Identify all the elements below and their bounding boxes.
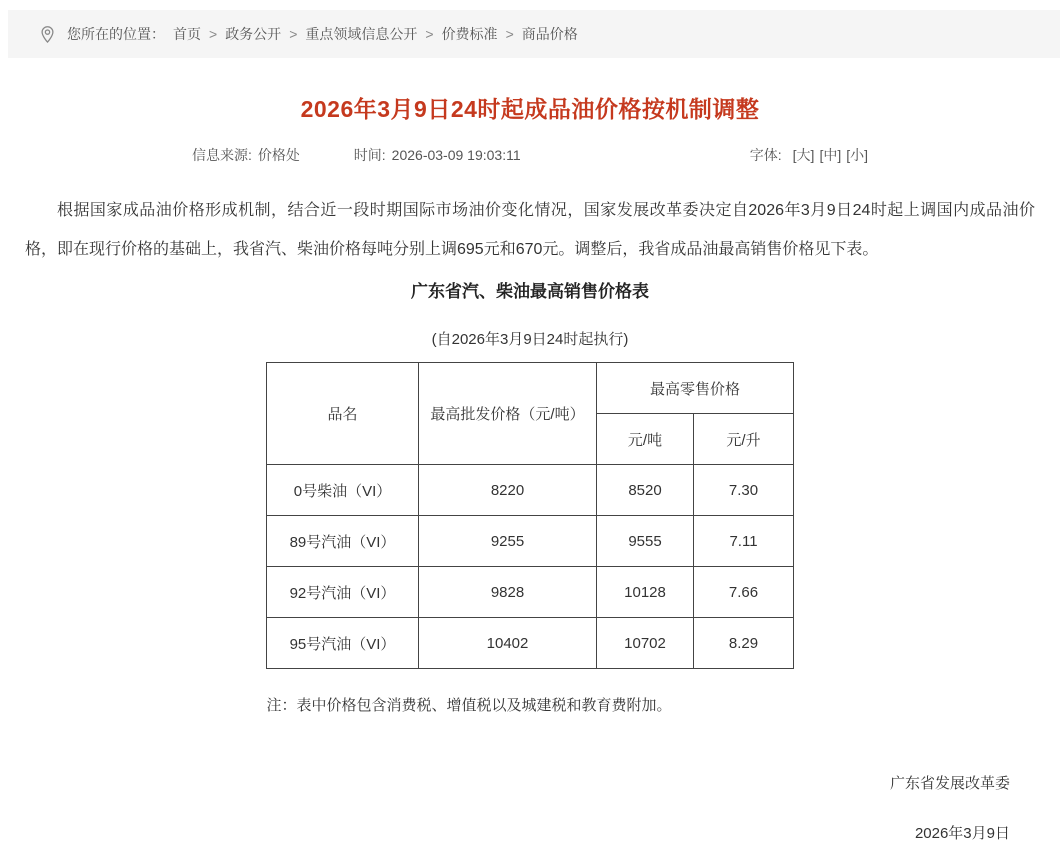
time-value: 2026-03-09 19:03:11 — [391, 147, 521, 163]
location-pin-icon — [38, 25, 57, 44]
table-row — [267, 516, 794, 567]
breadcrumb-separator: > — [289, 26, 298, 42]
meta-left — [192, 145, 521, 165]
breadcrumb-link-3[interactable]: 重点领域信息公开 — [305, 26, 418, 42]
retail-price-ton-cell: 8520 — [597, 465, 694, 516]
breadcrumb-separator: > — [425, 26, 434, 42]
wholesale-price-cell: 9828 — [419, 567, 597, 618]
retail-price-liter-cell: 7.11 — [694, 516, 794, 567]
retail-price-liter-cell: 8.29 — [694, 618, 794, 669]
col-header-unit-liter: 元/升 — [694, 414, 794, 465]
product-cell: 95号汽油（VI） — [267, 618, 419, 669]
col-header-wholesale: 最高批发价格（元/吨） — [419, 363, 597, 465]
source-label: 信息来源: — [192, 147, 252, 163]
retail-price-ton-cell: 10702 — [597, 618, 694, 669]
product-cell: 92号汽油（VI） — [267, 567, 419, 618]
breadcrumb-label: 您所在的位置： — [67, 26, 165, 42]
table-row — [267, 465, 794, 516]
col-header-product: 品名 — [267, 363, 419, 465]
retail-price-liter-cell: 7.66 — [694, 567, 794, 618]
article-meta — [192, 145, 868, 165]
page-title: 2026年3月9日24时起成品油价格按机制调整 — [300, 96, 760, 122]
retail-price-liter-cell: 7.30 — [694, 465, 794, 516]
font-size-controls — [750, 145, 868, 165]
retail-price-ton-cell: 10128 — [597, 567, 694, 618]
article — [0, 91, 1060, 843]
table-note: 注：表中价格包含消费税、增值税以及城建税和教育费附加。 — [266, 697, 672, 714]
source-value: 价格处 — [257, 147, 300, 163]
breadcrumb-link-2[interactable]: 政务公开 — [225, 26, 282, 42]
product-cell: 89号汽油（VI） — [267, 516, 419, 567]
price-table — [266, 362, 794, 669]
table-row — [267, 567, 794, 618]
wholesale-price-cell: 9255 — [419, 516, 597, 567]
time-label: 时间: — [353, 147, 386, 163]
retail-price-ton-cell: 9555 — [597, 516, 694, 567]
article-body: 根据国家成品油价格形成机制，结合近一段时期国际市场油价变化情况，国家发展改革委决定自2026年3月9日24时起上调国内成品油价格，即在现行价格的基础上，我省汽、柴油价格每吨分别上调695元和670元。调整后，我省成品油最高销售价格见下表。 — [25, 202, 1035, 258]
font-size-small-button[interactable]: [小] — [846, 147, 868, 163]
breadcrumb-link-1[interactable]: 首页 — [173, 26, 201, 42]
price-table-subtitle: (自2026年3月9日24时起执行) — [431, 331, 629, 348]
wholesale-price-cell: 8220 — [419, 465, 597, 516]
breadcrumb-separator: > — [209, 26, 218, 42]
breadcrumb-separator: > — [505, 26, 514, 42]
col-header-retail: 最高零售价格 — [597, 363, 794, 414]
breadcrumb — [8, 10, 1060, 58]
product-cell: 0号柴油（VI） — [267, 465, 419, 516]
font-size-label: 字体: — [749, 147, 782, 163]
font-size-large-button[interactable]: [大] — [792, 147, 815, 163]
breadcrumb-link-5[interactable]: 商品价格 — [521, 26, 578, 42]
font-size-medium-button[interactable]: [中] — [819, 147, 842, 163]
breadcrumb-items — [165, 24, 582, 44]
price-table-title: 广东省汽、柴油最高销售价格表 — [411, 282, 649, 301]
table-row — [267, 618, 794, 669]
wholesale-price-cell: 10402 — [419, 618, 597, 669]
signature-date: 2026年3月9日 — [914, 825, 1010, 842]
breadcrumb-link-4[interactable]: 价费标准 — [441, 26, 498, 42]
col-header-unit-ton: 元/吨 — [597, 414, 694, 465]
signature: 广东省发展改革委 — [889, 775, 1010, 792]
